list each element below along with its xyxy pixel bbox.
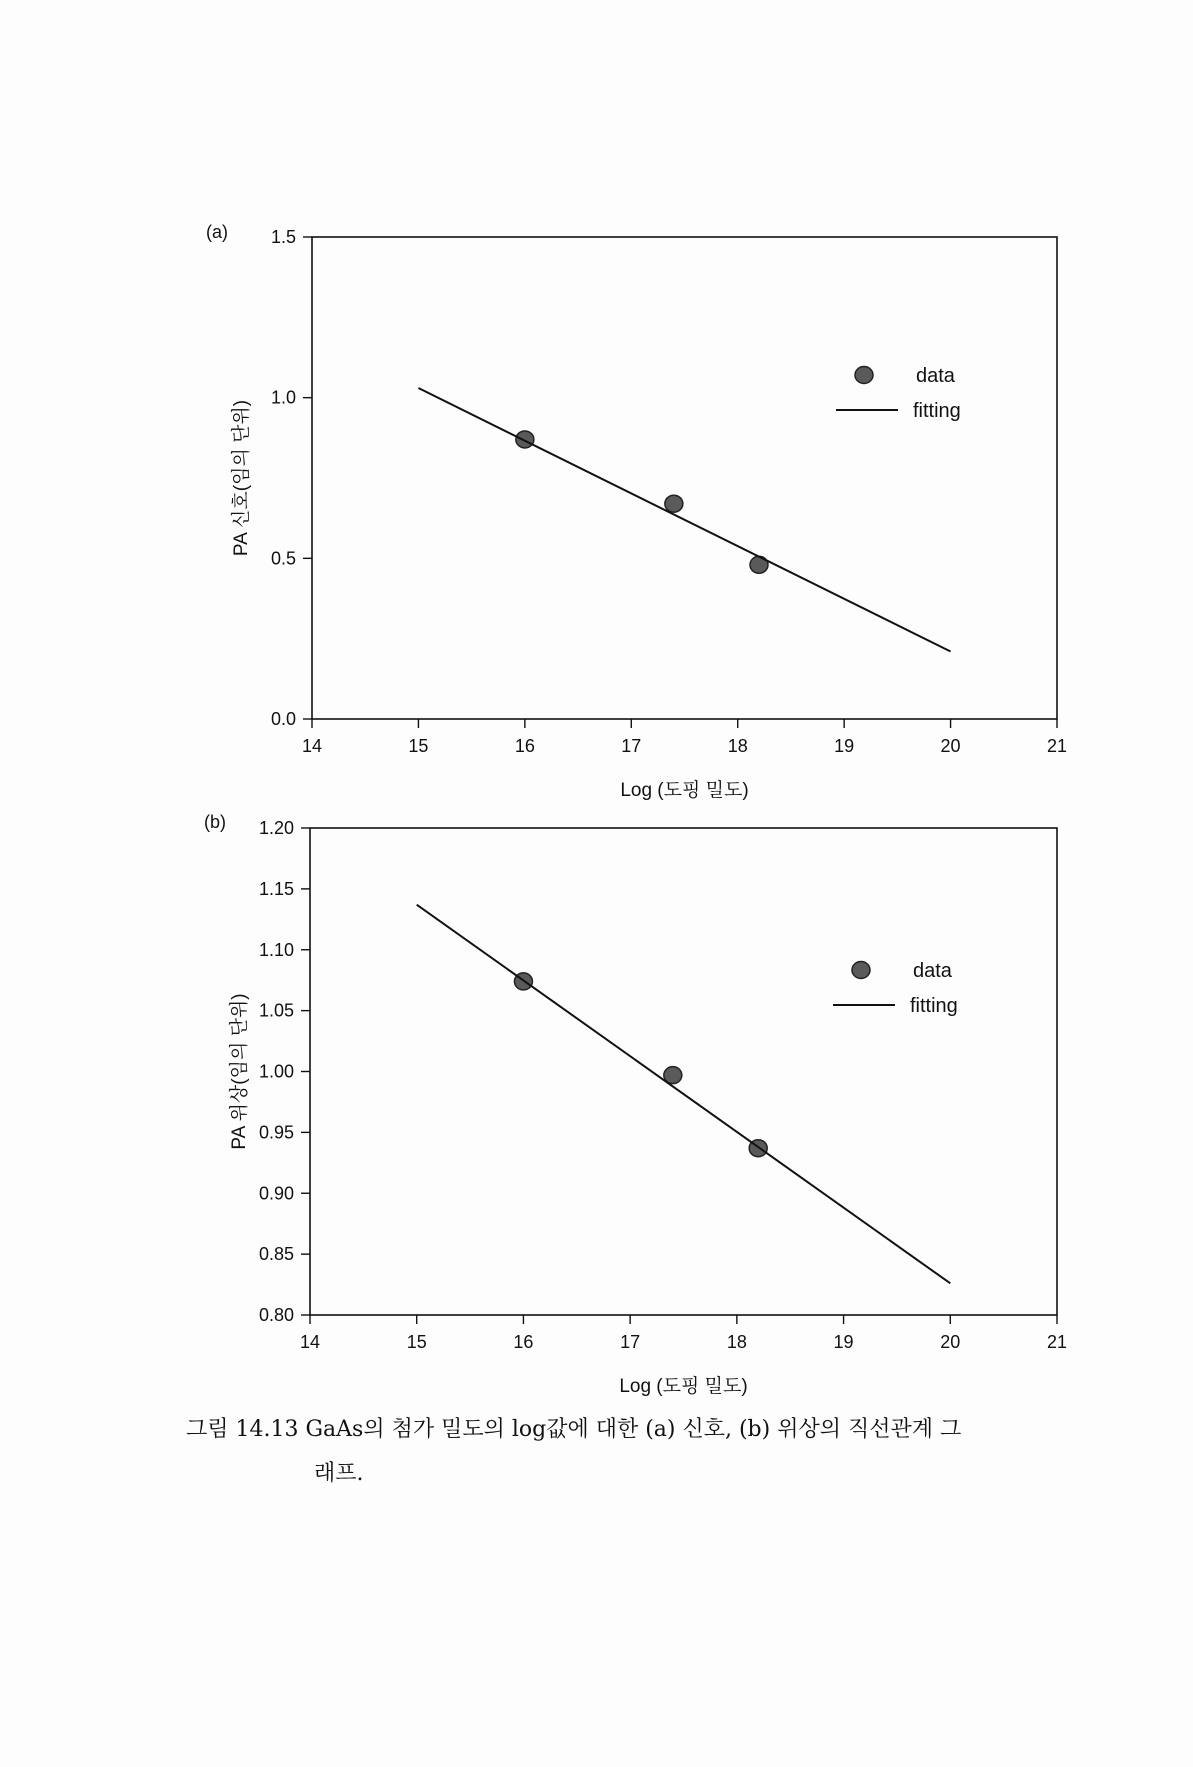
x-tick-label: 18 bbox=[727, 736, 748, 756]
legend-label-fitting: fitting bbox=[910, 995, 958, 1017]
legend-label-fitting: fitting bbox=[913, 400, 961, 422]
x-tick-label: 15 bbox=[408, 736, 429, 756]
x-tick-label: 19 bbox=[833, 1332, 854, 1352]
x-tick-label: 15 bbox=[406, 1332, 427, 1352]
y-tick-label: 0.90 bbox=[258, 1183, 294, 1204]
x-tick-label: 14 bbox=[299, 1332, 321, 1352]
x-tick-label: 18 bbox=[726, 1332, 747, 1352]
y-tick-label: 1.05 bbox=[258, 1000, 294, 1021]
x-axis-title: Log (도핑 밀도) bbox=[620, 780, 749, 800]
y-tick-label: 0.0 bbox=[270, 709, 296, 729]
y-tick-label: 0.95 bbox=[258, 1122, 294, 1143]
legend-label-data: data bbox=[916, 365, 955, 387]
y-axis-title: PA 위상(임의 단위) bbox=[229, 993, 250, 1150]
legend-marker-data bbox=[852, 962, 870, 979]
x-tick-label: 16 bbox=[514, 736, 535, 756]
y-tick-label: 0.80 bbox=[258, 1305, 294, 1325]
x-tick-label: 20 bbox=[940, 736, 961, 756]
y-tick-label: 0.5 bbox=[270, 548, 296, 569]
x-tick-label: 21 bbox=[1046, 1332, 1068, 1352]
caption-line-2: 래프. bbox=[314, 1461, 364, 1486]
caption-line-1: 그림 14.13 GaAs의 첨가 밀도의 log값에 대한 (a) 신호, (b) 위상의 직선관계 그 bbox=[186, 1417, 962, 1442]
y-tick-label: 1.00 bbox=[258, 1061, 294, 1082]
x-tick-label: 19 bbox=[834, 736, 855, 756]
plot-frame bbox=[310, 828, 1057, 1315]
x-tick-label: 17 bbox=[620, 1332, 641, 1352]
fitting-line bbox=[417, 905, 951, 1284]
x-tick-label: 17 bbox=[621, 736, 642, 756]
y-tick-label: 1.10 bbox=[258, 939, 294, 960]
legend-label-data: data bbox=[913, 960, 952, 982]
x-tick-label: 21 bbox=[1046, 736, 1068, 756]
x-tick-label: 20 bbox=[940, 1332, 961, 1352]
panel-a-label: (a) bbox=[206, 222, 228, 242]
y-tick-label: 1.20 bbox=[258, 818, 294, 838]
y-tick-label: 0.85 bbox=[258, 1244, 294, 1265]
panel-b-label: (b) bbox=[204, 812, 226, 832]
figure-caption bbox=[186, 1408, 1086, 1496]
x-tick-label: 16 bbox=[513, 1332, 534, 1352]
x-axis-title: Log (도핑 밀도) bbox=[619, 1376, 748, 1397]
x-tick-label: 14 bbox=[301, 736, 323, 756]
y-axis-title: PA 신호(임의 단위) bbox=[231, 399, 252, 557]
y-tick-label: 1.15 bbox=[258, 878, 294, 899]
y-tick-label: 1.5 bbox=[270, 227, 296, 247]
y-tick-label: 1.0 bbox=[270, 387, 296, 408]
